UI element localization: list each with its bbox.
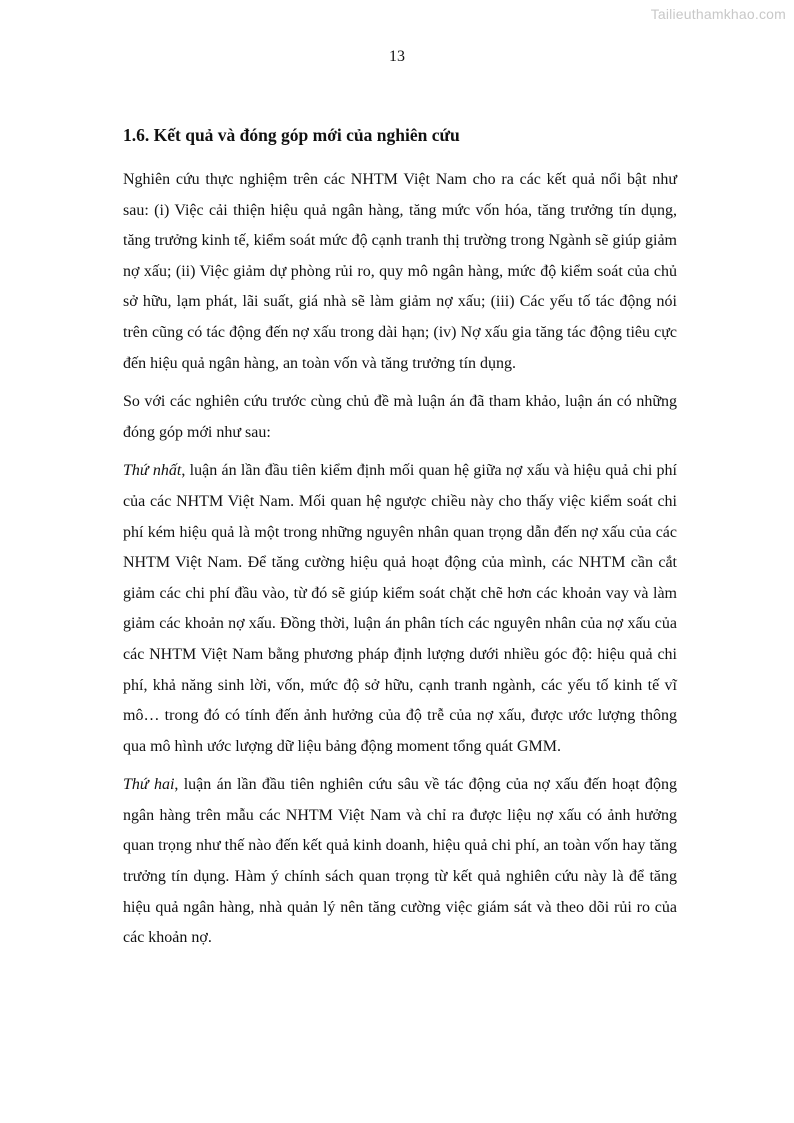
watermark: Tailieuthamkhao.com [650, 6, 786, 22]
first-contribution-text: , luận án lần đầu tiên kiểm định mối quan hệ giữa nợ xấu và hiệu quả chi phí của các NHTM Việt Nam. Mối quan hệ ngược chiều này cho thấy việc kiểm soát chi phí kém hiệu quả là một trong những nguyên nhân quan trọng dẫn đến nợ xấu của các NHTM Việt Nam. Để tăng cường hiệu quả hoạt động của mình, các NHTM cần cắt giảm các chi phí đầu vào, từ đó sẽ giúp kiểm soát chặt chẽ hơn các khoản vay và làm giảm các khoản nợ xấu. Đồng thời, luận án phân tích các nguyên nhân của nợ xấu của các NHTM Việt Nam bằng phương pháp định lượng dưới nhiều góc độ: hiệu quả chi phí, khả năng sinh lời, vốn, mức độ sở hữu, cạnh tranh ngành, các yếu tố kinh tế vĩ mô… trong đó có tính đến ảnh hưởng của độ trễ của nợ xấu, được ước lượng thông qua mô hình ước lượng dữ liệu bảng động moment tổng quát GMM. [123, 462, 678, 755]
document-body [123, 119, 677, 962]
paragraph-first-contribution [123, 456, 677, 762]
section-heading: 1.6. Kết quả và đóng góp mới của nghiên cứu [123, 125, 460, 145]
second-contribution-text: , luận án lần đầu tiên nghiên cứu sâu về tác động của nợ xấu đến hoạt động ngân hàng trên mẫu các NHTM Việt Nam và chỉ ra được liệu nợ xấu có ảnh hưởng quan trọng như thế nào đến kết quả kinh doanh, hiệu quả chi phí, an toàn vốn hay tăng trưởng tín dụng. Hàm ý chính sách quan trọng từ kết quả nghiên cứu này là để tăng hiệu quả ngân hàng, nhà quản lý nên tăng cường việc giám sát và theo dõi rủi ro của các khoản nợ. [123, 776, 677, 947]
paragraph-contributions-intro: So với các nghiên cứu trước cùng chủ đề mà luận án đã tham khảo, luận án có những đóng góp mới như sau: [123, 393, 677, 441]
paragraph-results: Nghiên cứu thực nghiệm trên các NHTM Việt Nam cho ra các kết quả nổi bật như sau: (i) Việc cải thiện hiệu quả ngân hàng, tăng mức vốn hóa, tăng trưởng tín dụng, tăng trưởng kinh tế, kiểm soát mức độ cạnh tranh thị trường trong Ngành sẽ giúp giảm nợ xấu; (ii) Việc giảm dự phòng rủi ro, quy mô ngân hàng, mức độ kiểm soát của chủ sở hữu, lạm phát, lãi suất, giá nhà sẽ làm giảm nợ xấu; (iii) Các yếu tố tác động nói trên cũng có tác động đến nợ xấu trong dài hạn; (iv) Nợ xấu gia tăng tác động tiêu cực đến hiệu quả ngân hàng, an toàn vốn và tăng trưởng tín dụng. [123, 171, 677, 372]
page-number: 13 [389, 48, 405, 65]
second-contribution-lead: Thứ hai [123, 776, 175, 794]
first-contribution-lead: Thứ nhất [123, 462, 182, 480]
paragraph-second-contribution [123, 770, 677, 954]
